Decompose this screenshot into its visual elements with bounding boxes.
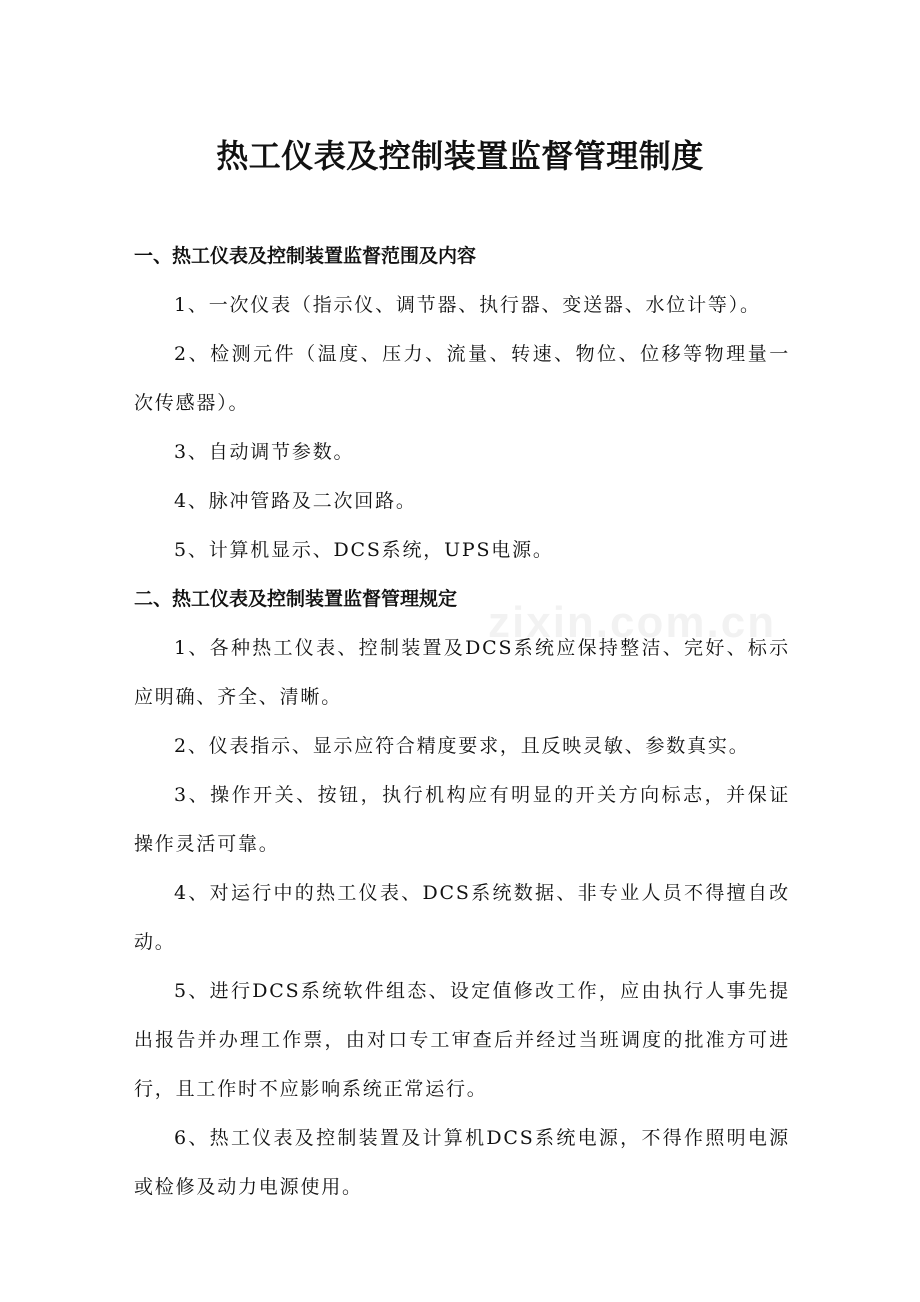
list-item: 1、一次仪表（指示仪、调节器、执行器、变送器、水位计等）。 [174,294,761,316]
section-heading-rules: 二、热工仪表及控制装置监督管理规定 [134,588,458,610]
section-heading-scope: 一、热工仪表及控制装置监督范围及内容 [134,245,477,267]
list-item: 2、仪表指示、显示应符合精度要求，且反映灵敏、参数真实。 [174,735,750,757]
list-item: 4、对运行中的热工仪表、DCS系统数据、非专业人员不得擅自改动。 [134,882,790,953]
list-item: 1、各种热工仪表、控制装置及DCS系统应保持整洁、完好、标示应明确、齐全、清晰。 [134,637,790,708]
document-title: 热工仪表及控制装置监督管理制度 [216,137,704,175]
list-item: 3、自动调节参数。 [174,441,355,463]
document-body [134,232,790,1212]
list-item: 6、热工仪表及控制装置及计算机DCS系统电源，不得作照明电源或检修及动力电源使用。 [134,1127,790,1198]
list-item: 4、脉冲管路及二次回路。 [174,490,417,512]
list-item: 5、计算机显示、DCS系统，UPS电源。 [174,539,554,561]
list-item: 5、进行DCS系统软件组态、设定值修改工作，应由执行人事先提出报告并办理工作票，由对口专工审查后并经过当班调度的批准方可进行，且工作时不应影响系统正常运行。 [134,980,790,1100]
list-item: 3、操作开关、按钮，执行机构应有明显的开关方向标志，并保证操作灵活可靠。 [134,784,790,855]
list-item: 2、检测元件（温度、压力、流量、转速、物位、位移等物理量一次传感器）。 [134,343,790,414]
watermark: zixin.com.cn [488,598,777,647]
